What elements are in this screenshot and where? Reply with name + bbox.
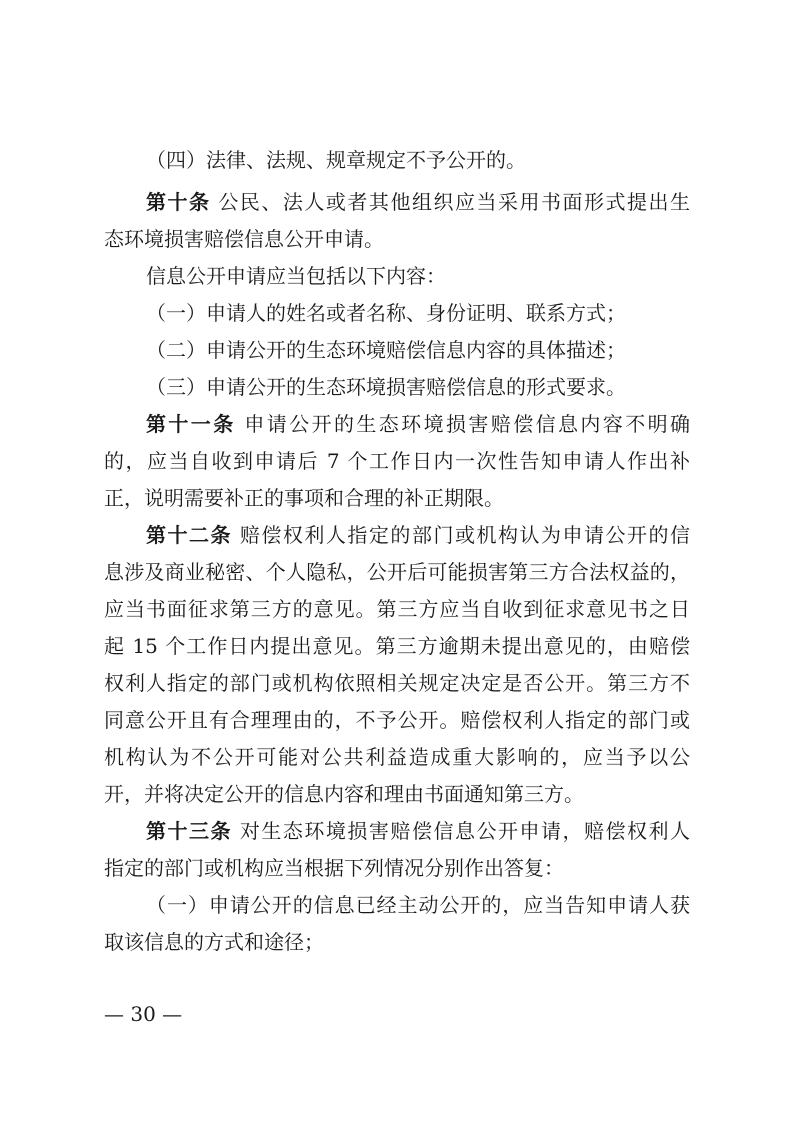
article-number: 第十三条 <box>146 819 233 843</box>
paragraph-line: 同意公开且有合理理由的，不予公开。赔偿权利人指定的部门或 <box>104 708 690 732</box>
paragraph-line: 取该信息的方式和途径； <box>104 930 324 954</box>
paragraph-line: 权利人指定的部门或机构依照相关规定决定是否公开。第三方不 <box>104 671 690 695</box>
paragraph-line: 正，说明需要补正的事项和合理的补正期限。 <box>104 486 504 510</box>
article-number: 第十条 <box>146 190 211 214</box>
list-item: （一）申请人的姓名或者名称、身份证明、联系方式； <box>146 301 626 325</box>
list-item: （一）申请公开的信息已经主动公开的，应当告知申请人获 <box>146 893 690 917</box>
paragraph-line: 开，并将决定公开的信息内容和理由书面通知第三方。 <box>104 782 584 806</box>
article-heading-line: 第十二条 赔偿权利人指定的部门或机构认为申请公开的信 <box>146 523 691 547</box>
paragraph-line: 的，应当自收到申请后 7 个工作日内一次性告知申请人作出补 <box>104 449 690 473</box>
article-number: 第十一条 <box>146 412 236 436</box>
list-item: （三）申请公开的生态环境损害赔偿信息的形式要求。 <box>146 375 626 399</box>
article-heading-line: 第十条 公民、法人或者其他组织应当采用书面形式提出生 <box>146 190 691 214</box>
paragraph-line: 信息公开申请应当包括以下内容： <box>146 264 446 288</box>
article-number: 第十二条 <box>146 523 233 547</box>
article-heading-line: 第十一条 申请公开的生态环境损害赔偿信息内容不明确 <box>146 412 691 436</box>
page-number: — 30 — <box>104 1002 183 1026</box>
article-heading-line: 第十三条 对生态环境损害赔偿信息公开申请，赔偿权利人 <box>146 819 691 843</box>
paragraph-line: 应当书面征求第三方的意见。第三方应当自收到征求意见书之日 <box>104 597 690 621</box>
paragraph-line: 机构认为不公开可能对公共利益造成重大影响的，应当予以公 <box>104 745 690 769</box>
paragraph-line: （四）法律、法规、规章规定不予公开的。 <box>146 148 526 172</box>
paragraph-line: 指定的部门或机构应当根据下列情况分别作出答复： <box>104 856 564 880</box>
list-item: （二）申请公开的生态环境赔偿信息内容的具体描述； <box>146 338 626 362</box>
paragraph-line: 起 15 个工作日内提出意见。第三方逾期未提出意见的，由赔偿 <box>104 634 690 658</box>
paragraph-line: 态环境损害赔偿信息公开申请。 <box>104 227 384 251</box>
paragraph-line: 息涉及商业秘密、个人隐私，公开后可能损害第三方合法权益的， <box>104 560 690 584</box>
